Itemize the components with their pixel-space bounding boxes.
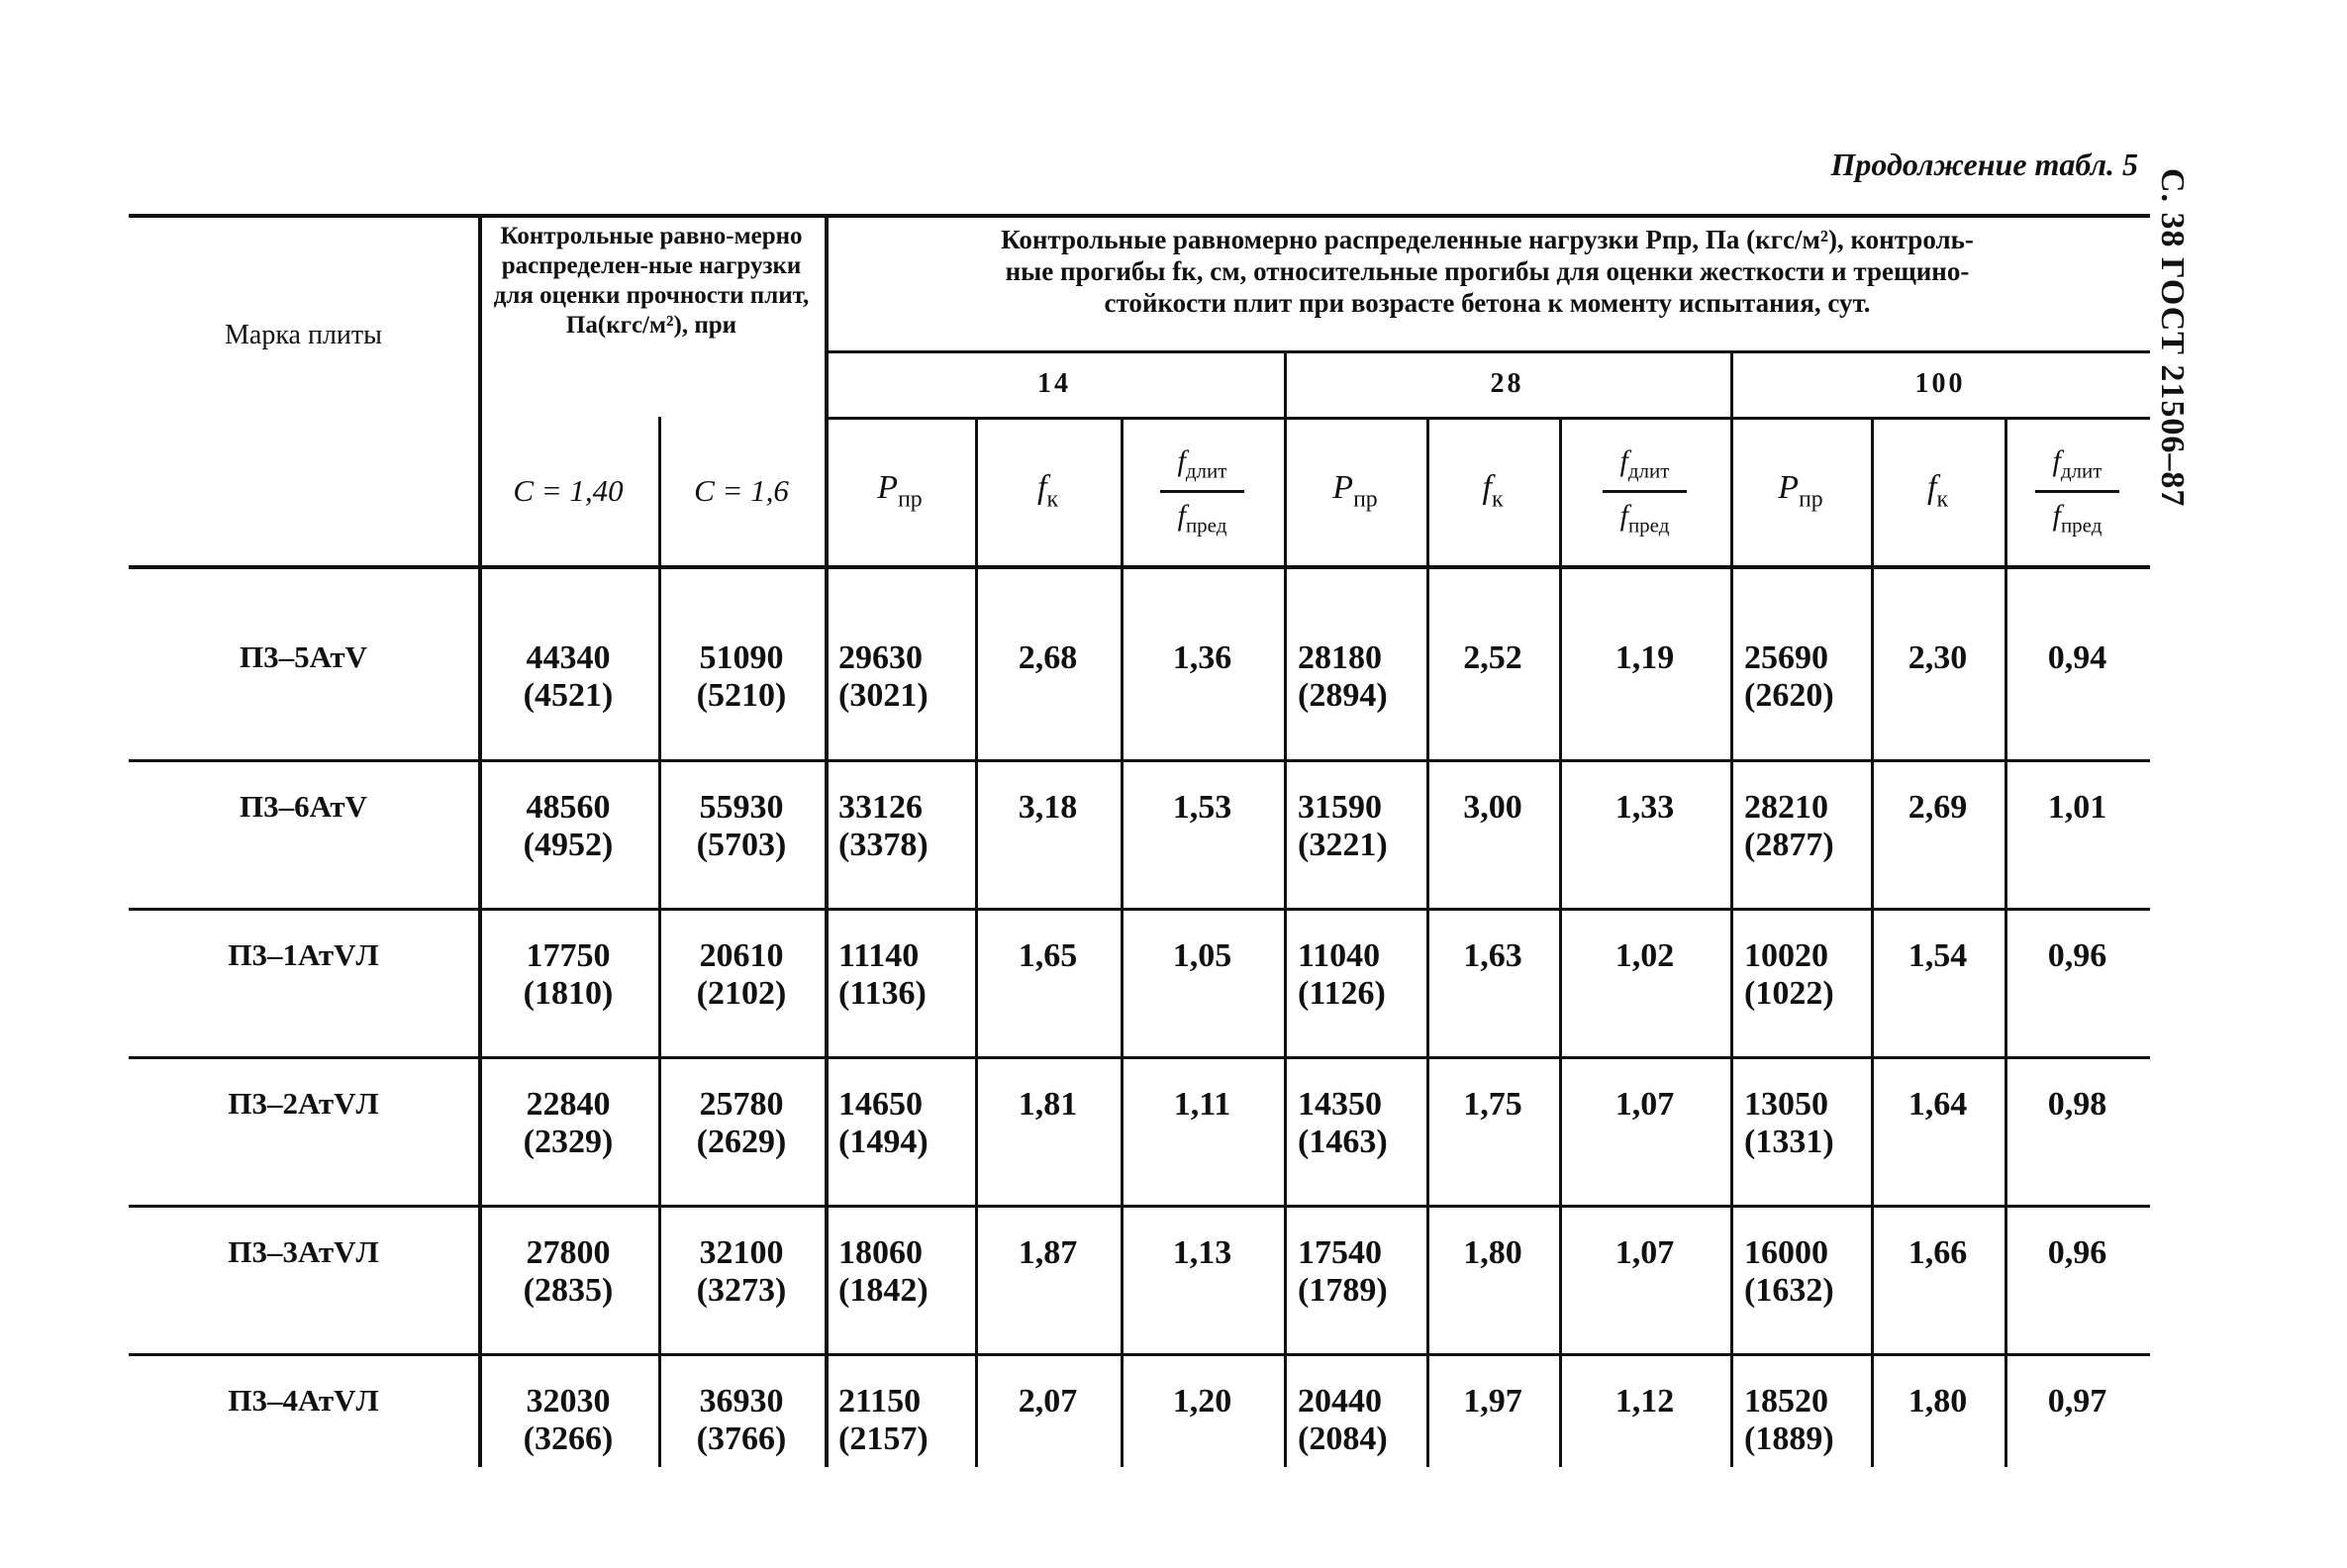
row-mark xyxy=(129,1234,478,1274)
cell-f100 xyxy=(1871,937,2005,1027)
value: 1,13 xyxy=(1172,1234,1232,1271)
value-line: 13050 xyxy=(1744,1086,1828,1123)
age-label: 28 xyxy=(1490,367,1524,399)
value-pair xyxy=(1744,639,1834,715)
value-line: 14650 xyxy=(838,1086,923,1123)
cell-r28 xyxy=(1559,1086,1730,1175)
value-pair xyxy=(1744,1086,1834,1161)
value-line: 22840 xyxy=(526,1086,611,1123)
value-line: (3266) xyxy=(523,1421,614,1457)
value: 2,07 xyxy=(1018,1383,1078,1420)
cell-r14 xyxy=(1121,789,1284,878)
cell-r14 xyxy=(1121,639,1284,729)
value-pair xyxy=(524,937,614,1013)
ratio-den-label-sub: пред xyxy=(2060,512,2103,537)
cell-c16 xyxy=(658,1086,825,1175)
c-label: C = 1,6 xyxy=(694,473,789,508)
header-control xyxy=(834,224,2140,346)
value-line: (2329) xyxy=(523,1124,614,1160)
value-pair xyxy=(1298,937,1386,1013)
cell-c16 xyxy=(658,789,825,878)
value: 3,00 xyxy=(1463,789,1522,826)
age-label: 14 xyxy=(1037,367,1071,399)
value-line: 16000 xyxy=(1744,1234,1828,1271)
cell-r28 xyxy=(1559,1383,1730,1472)
value-pair xyxy=(1744,1383,1834,1458)
value-pair xyxy=(1298,1086,1388,1161)
f-header xyxy=(1871,417,2005,565)
cell-c16 xyxy=(658,1234,825,1323)
value: 1,05 xyxy=(1172,937,1232,974)
value: 1,20 xyxy=(1172,1383,1232,1420)
cell-r28 xyxy=(1559,1234,1730,1323)
cell-c16 xyxy=(658,639,825,729)
value: 1,63 xyxy=(1463,937,1522,974)
value: 1,02 xyxy=(1614,937,1675,974)
value: 2,30 xyxy=(1907,639,1968,676)
cell-p14 xyxy=(825,1383,989,1472)
f-header xyxy=(975,417,1121,565)
value-line: 32100 xyxy=(699,1234,784,1271)
value-line: 18060 xyxy=(838,1234,923,1271)
value: 1,11 xyxy=(1173,1086,1231,1123)
cell-c140 xyxy=(478,1383,658,1472)
cell-r100 xyxy=(2005,1234,2150,1323)
cell-f14 xyxy=(975,639,1121,729)
f-header xyxy=(1426,417,1559,565)
cell-r100 xyxy=(2005,789,2150,878)
value-pair xyxy=(697,1383,787,1458)
value: 1,36 xyxy=(1172,639,1232,676)
value-line: 20610 xyxy=(699,937,784,974)
value: 0,97 xyxy=(2047,1383,2107,1420)
value: 1,87 xyxy=(1018,1234,1078,1271)
value-pair xyxy=(697,639,787,715)
value: 1,80 xyxy=(1463,1234,1522,1271)
ratio-header xyxy=(1559,417,1730,565)
value-line: 20440 xyxy=(1298,1383,1382,1420)
cell-c16 xyxy=(658,937,825,1027)
value: 1,53 xyxy=(1172,789,1232,826)
ratio-den-label-sub: пред xyxy=(1185,512,1227,537)
cell-f28 xyxy=(1426,789,1559,878)
cell-f28 xyxy=(1426,1383,1559,1472)
value-line: 51090 xyxy=(699,639,784,676)
cell-c140 xyxy=(478,639,658,729)
value-pair xyxy=(838,1383,929,1458)
value-pair xyxy=(1744,937,1834,1013)
f-label: $f_к$ xyxy=(1036,468,1058,513)
age-header xyxy=(1730,350,2150,417)
cell-r14 xyxy=(1121,937,1284,1027)
value-line: 28210 xyxy=(1744,789,1828,826)
value-line: (2835) xyxy=(523,1272,614,1309)
value: 1,64 xyxy=(1907,1086,1968,1123)
ratio-den-label-sub: пред xyxy=(1627,512,1670,537)
table-rule xyxy=(129,1353,2150,1356)
value-line: 28180 xyxy=(1298,639,1382,676)
value-line: 25690 xyxy=(1744,639,1828,676)
value-pair xyxy=(697,1086,787,1161)
header-control-line: ные прогибы fк, см, относительные прогибы для оценки жесткости и трещино- xyxy=(1005,256,1970,286)
cell-c16 xyxy=(658,1383,825,1472)
value: 1,66 xyxy=(1907,1234,1968,1271)
header-control-text xyxy=(1001,224,1974,319)
row-mark xyxy=(129,1086,478,1126)
ratio-fraction xyxy=(1160,444,1245,538)
row-mark xyxy=(129,639,478,679)
ratio-num-label: $f_{длит}$ xyxy=(1177,444,1227,483)
value-line: 14350 xyxy=(1298,1086,1382,1123)
cell-p100 xyxy=(1730,1234,1885,1323)
header-mark xyxy=(129,214,478,456)
value-line: (1789) xyxy=(1298,1272,1388,1309)
value: 1,81 xyxy=(1018,1086,1078,1123)
cell-f100 xyxy=(1871,1383,2005,1472)
value-line: 10020 xyxy=(1744,937,1828,974)
cell-p14 xyxy=(825,1086,989,1175)
row-mark-label: П3–1АтVЛ xyxy=(228,937,379,972)
c-header xyxy=(658,417,825,565)
value: 1,54 xyxy=(1907,937,1968,974)
cell-f100 xyxy=(1871,639,2005,729)
value-pair xyxy=(524,639,614,715)
header-strength-label: Контрольные равно-мерно распределен-ные нагрузки для оценки прочности плит, Па(кгс/м²), при xyxy=(493,223,810,339)
value-pair xyxy=(838,789,929,864)
value-pair xyxy=(524,789,614,864)
value-line: (5703) xyxy=(696,827,787,863)
row-mark-label: П3–3АтVЛ xyxy=(228,1234,379,1269)
value-line: (1494) xyxy=(838,1124,929,1160)
cell-f14 xyxy=(975,937,1121,1027)
cell-p28 xyxy=(1284,789,1440,878)
value-line: 11040 xyxy=(1298,937,1381,974)
value-pair xyxy=(524,1234,614,1310)
ratio-header xyxy=(2005,417,2150,565)
value-line: (1331) xyxy=(1744,1124,1834,1160)
cell-p28 xyxy=(1284,1234,1440,1323)
value-line: 48560 xyxy=(526,789,611,826)
cell-r28 xyxy=(1559,639,1730,729)
p-label-sub: пр xyxy=(1353,486,1378,513)
cell-f14 xyxy=(975,789,1121,878)
value-line: 31590 xyxy=(1298,789,1382,826)
cell-f28 xyxy=(1426,639,1559,729)
value-line: 27800 xyxy=(526,1234,611,1271)
value-pair xyxy=(697,789,787,864)
ratio-fraction xyxy=(1603,444,1688,538)
value: 1,33 xyxy=(1614,789,1675,826)
cell-r28 xyxy=(1559,789,1730,878)
value-line: 55930 xyxy=(699,789,784,826)
value-pair xyxy=(1744,789,1834,864)
cell-c140 xyxy=(478,789,658,878)
value: 1,80 xyxy=(1907,1383,1968,1420)
ratio-numerator xyxy=(2035,444,2120,492)
table-rule xyxy=(129,908,2150,911)
cell-p28 xyxy=(1284,1086,1440,1175)
table-rule xyxy=(129,1205,2150,1208)
value-line: 32030 xyxy=(526,1383,611,1420)
row-mark xyxy=(129,937,478,977)
value: 0,96 xyxy=(2047,1234,2107,1271)
value-pair xyxy=(1744,1234,1834,1310)
cell-f14 xyxy=(975,1086,1121,1175)
cell-r14 xyxy=(1121,1383,1284,1472)
cell-c140 xyxy=(478,937,658,1027)
value-line: (1632) xyxy=(1744,1272,1834,1309)
value-line: 17750 xyxy=(526,937,611,974)
value-line: 36930 xyxy=(699,1383,784,1420)
value-line: (1136) xyxy=(838,975,927,1012)
value-line: (2102) xyxy=(696,975,787,1012)
p-label: $P_{пр}$ xyxy=(877,468,923,513)
value-line: 25780 xyxy=(699,1086,784,1123)
ratio-header xyxy=(1121,417,1284,565)
value: 2,52 xyxy=(1463,639,1522,676)
value-pair xyxy=(1298,639,1388,715)
c-header xyxy=(478,417,658,565)
value-line: 44340 xyxy=(526,639,611,676)
cell-p100 xyxy=(1730,1383,1885,1472)
header-control-line: стойкости плит при возрасте бетона к моменту испытания, сут. xyxy=(1104,288,1871,318)
value: 3,18 xyxy=(1018,789,1078,826)
cell-f28 xyxy=(1426,1234,1559,1323)
value-pair xyxy=(1298,1383,1388,1458)
value-line: 18520 xyxy=(1744,1383,1828,1420)
table-caption: Продолжение табл. 5 xyxy=(1830,147,2138,182)
ratio-den-label: $f_{пред}$ xyxy=(2052,498,2103,537)
value-line: (1842) xyxy=(838,1272,929,1309)
value: 0,96 xyxy=(2047,937,2107,974)
row-mark-label: П3–2АтVЛ xyxy=(228,1086,379,1121)
value-line: (3766) xyxy=(696,1421,787,1457)
cell-p100 xyxy=(1730,1086,1885,1175)
f-label-sub: к xyxy=(1046,486,1058,513)
p-label-sub: пр xyxy=(1799,486,1823,513)
value-pair xyxy=(524,1383,614,1458)
ratio-num-label: $f_{длит}$ xyxy=(1619,444,1670,483)
table-rule xyxy=(129,1056,2150,1059)
row-mark xyxy=(129,789,478,829)
value-pair xyxy=(1298,789,1388,864)
value-line: (2629) xyxy=(696,1124,787,1160)
ratio-numerator xyxy=(1160,444,1245,492)
f-label: $f_к$ xyxy=(1482,468,1504,513)
value: 1,01 xyxy=(2047,789,2107,826)
value-line: (1810) xyxy=(523,975,614,1012)
f-label-sub: к xyxy=(1936,486,1948,513)
value: 1,07 xyxy=(1614,1086,1675,1123)
cell-r100 xyxy=(2005,1086,2150,1175)
ratio-denominator xyxy=(2053,493,2103,538)
value-line: 29630 xyxy=(838,639,923,676)
cell-f28 xyxy=(1426,1086,1559,1175)
p-label-sub: пр xyxy=(898,486,923,513)
value: 1,75 xyxy=(1463,1086,1522,1123)
ratio-numerator xyxy=(1603,444,1688,492)
cell-p28 xyxy=(1284,1383,1440,1472)
value-pair xyxy=(524,1086,614,1161)
p-label: $P_{пр}$ xyxy=(1778,468,1823,513)
table-rule xyxy=(129,565,2150,569)
value-line: (2877) xyxy=(1744,827,1834,863)
value-line: 33126 xyxy=(838,789,923,826)
age-header xyxy=(825,350,1284,417)
value-line: (2157) xyxy=(838,1421,929,1457)
p-label: $P_{пр}$ xyxy=(1332,468,1378,513)
value: 2,69 xyxy=(1907,789,1968,826)
value-pair xyxy=(697,1234,787,1310)
cell-c140 xyxy=(478,1086,658,1175)
value-line: (1022) xyxy=(1744,975,1834,1012)
cell-c140 xyxy=(478,1234,658,1323)
p-header xyxy=(1730,417,1871,565)
cell-r28 xyxy=(1559,937,1730,1027)
value-line: 17540 xyxy=(1298,1234,1382,1271)
cell-p14 xyxy=(825,789,989,878)
value: 1,19 xyxy=(1614,639,1675,676)
value: 0,98 xyxy=(2047,1086,2107,1123)
cell-r100 xyxy=(2005,937,2150,1027)
cell-p100 xyxy=(1730,937,1885,1027)
f-label-sub: к xyxy=(1491,486,1504,513)
value-line: (5210) xyxy=(696,677,787,714)
cell-r100 xyxy=(2005,1383,2150,1472)
cell-p14 xyxy=(825,1234,989,1323)
cell-p28 xyxy=(1284,639,1440,729)
value-line: (3378) xyxy=(838,827,929,863)
value-line: 21150 xyxy=(838,1383,922,1420)
value-line: (4952) xyxy=(523,827,614,863)
cell-f100 xyxy=(1871,1086,2005,1175)
cell-f100 xyxy=(1871,1234,2005,1323)
age-header xyxy=(1284,350,1730,417)
value: 1,12 xyxy=(1614,1383,1675,1420)
cell-r14 xyxy=(1121,1234,1284,1323)
row-mark-label: П3–5АтV xyxy=(239,639,368,674)
page-side-header: С. 38 ГОСТ 21506–87 xyxy=(2154,168,2191,508)
header-control-line: Контрольные равномерно распределенные нагрузки Pпр, Па (кгс/м²), контроль- xyxy=(1001,225,1974,254)
cell-r14 xyxy=(1121,1086,1284,1175)
cell-p100 xyxy=(1730,639,1885,729)
header-strength xyxy=(484,222,819,417)
ratio-den-label: $f_{пред}$ xyxy=(1177,498,1227,537)
value-line: (1463) xyxy=(1298,1124,1388,1160)
row-mark xyxy=(129,1383,478,1422)
ratio-num-label-sub: длит xyxy=(1627,458,1670,483)
value-line: (3021) xyxy=(838,677,929,714)
value-line: (2084) xyxy=(1298,1421,1388,1457)
cell-p28 xyxy=(1284,937,1440,1027)
f-label: $f_к$ xyxy=(1926,468,1948,513)
row-mark-label: П3–4АтVЛ xyxy=(228,1383,379,1418)
value: 1,07 xyxy=(1614,1234,1675,1271)
p-header xyxy=(1284,417,1426,565)
value-pair xyxy=(1298,1234,1388,1310)
cell-f28 xyxy=(1426,937,1559,1027)
c-label: C = 1,40 xyxy=(513,473,624,508)
value: 1,97 xyxy=(1463,1383,1522,1420)
cell-f14 xyxy=(975,1383,1121,1472)
value-pair xyxy=(838,1234,929,1310)
value-pair xyxy=(697,937,787,1013)
cell-p100 xyxy=(1730,789,1885,878)
value-pair xyxy=(838,639,929,715)
value: 2,68 xyxy=(1018,639,1078,676)
ratio-denominator xyxy=(1178,493,1227,538)
value-line: 11140 xyxy=(838,937,920,974)
table-rule xyxy=(129,759,2150,762)
cell-r100 xyxy=(2005,639,2150,729)
value-line: (4521) xyxy=(523,677,614,714)
value-line: (1126) xyxy=(1298,975,1386,1012)
cell-p14 xyxy=(825,937,989,1027)
ratio-denominator xyxy=(1620,493,1670,538)
cell-f100 xyxy=(1871,789,2005,878)
ratio-num-label: $f_{длит}$ xyxy=(2052,444,2103,483)
value-line: (1889) xyxy=(1744,1421,1834,1457)
value-line: (2620) xyxy=(1744,677,1834,714)
row-mark-label: П3–6АтV xyxy=(239,789,368,824)
ratio-num-label-sub: длит xyxy=(1185,458,1227,483)
header-mark-label: Марка плиты xyxy=(225,319,382,350)
p-header xyxy=(825,417,975,565)
ratio-den-label: $f_{пред}$ xyxy=(1619,498,1670,537)
value: 1,65 xyxy=(1018,937,1078,974)
cell-p14 xyxy=(825,639,989,729)
value-pair xyxy=(838,937,927,1013)
value: 0,94 xyxy=(2047,639,2107,676)
cell-f14 xyxy=(975,1234,1121,1323)
age-label: 100 xyxy=(1914,367,1966,399)
ratio-fraction xyxy=(2035,444,2120,538)
value-line: (2894) xyxy=(1298,677,1388,714)
ratio-num-label-sub: длит xyxy=(2060,458,2103,483)
value-line: (3221) xyxy=(1298,827,1388,863)
value-pair xyxy=(838,1086,929,1161)
value-line: (3273) xyxy=(696,1272,787,1309)
